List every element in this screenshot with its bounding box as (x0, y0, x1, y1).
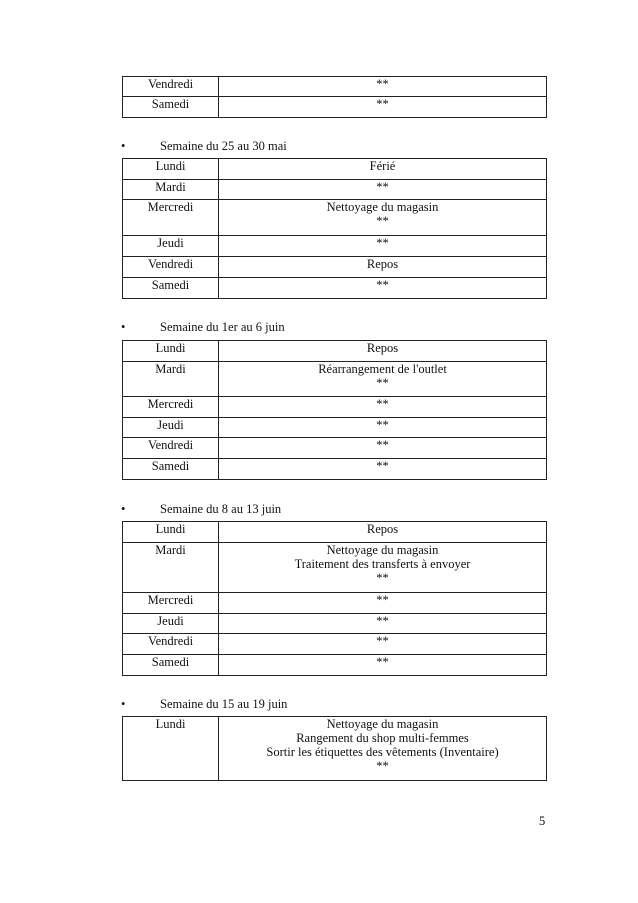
day-cell: Samedi (123, 278, 219, 299)
table-row (123, 257, 547, 278)
table-row (123, 438, 547, 459)
bullet-icon: • (121, 139, 126, 153)
bullet-icon: • (121, 502, 126, 516)
week-title: Semaine du 15 au 19 juin (160, 697, 288, 711)
schedule-table (122, 716, 547, 781)
table-row (123, 77, 547, 97)
day-cell: Samedi (123, 97, 219, 118)
task-cell: Férié (219, 159, 547, 180)
day-cell: Vendredi (123, 634, 219, 655)
task-cell: ** (219, 634, 547, 655)
task-cell: ** (219, 418, 547, 438)
day-cell: Mercredi (123, 593, 219, 614)
table-row (123, 236, 547, 257)
task-cell: ** (219, 180, 547, 200)
table-row (123, 97, 547, 118)
task-cell: Nettoyage du magasin Rangement du shop multi-femmes Sortir les étiquettes des vêtements (Inventaire) ** (219, 717, 547, 781)
task-cell: ** (219, 236, 547, 257)
day-cell: Mardi (123, 180, 219, 200)
table-row (123, 543, 547, 593)
week-title: Semaine du 8 au 13 juin (160, 502, 282, 516)
task-cell: ** (219, 97, 547, 118)
day-cell: Jeudi (123, 614, 219, 634)
table-row (123, 200, 547, 236)
day-cell: Vendredi (123, 438, 219, 459)
day-cell: Jeudi (123, 418, 219, 438)
task-cell: ** (219, 655, 547, 676)
table-row (123, 717, 547, 781)
table-row (123, 593, 547, 614)
bullet-icon: • (121, 697, 126, 711)
day-cell: Vendredi (123, 257, 219, 278)
day-cell: Lundi (123, 341, 219, 362)
schedule-table (122, 521, 547, 676)
schedule-table (122, 158, 547, 299)
task-cell: Repos (219, 341, 547, 362)
day-cell: Mercredi (123, 397, 219, 418)
day-cell: Samedi (123, 459, 219, 480)
page-number: 5 (539, 814, 546, 828)
day-cell: Lundi (123, 717, 219, 781)
task-cell: ** (219, 77, 547, 97)
table-row (123, 159, 547, 180)
week-title: Semaine du 25 au 30 mai (160, 139, 287, 153)
table-row (123, 655, 547, 676)
week-title: Semaine du 1er au 6 juin (160, 320, 285, 334)
table-row (123, 278, 547, 299)
task-cell: Réarrangement de l'outlet ** (219, 362, 547, 397)
day-cell: Lundi (123, 159, 219, 180)
day-cell: Mardi (123, 543, 219, 593)
task-cell: Repos (219, 522, 547, 543)
day-cell: Vendredi (123, 77, 219, 97)
table-row (123, 362, 547, 397)
table-row (123, 341, 547, 362)
day-cell: Mercredi (123, 200, 219, 236)
day-cell: Lundi (123, 522, 219, 543)
task-cell: ** (219, 593, 547, 614)
week-heading (0, 319, 638, 335)
table-row (123, 522, 547, 543)
week-heading (0, 501, 638, 517)
schedule-table (122, 76, 547, 118)
schedule-table (122, 340, 547, 480)
week-heading (0, 696, 638, 712)
task-cell: Nettoyage du magasin ** (219, 200, 547, 236)
task-cell: ** (219, 459, 547, 480)
day-cell: Jeudi (123, 236, 219, 257)
task-cell: ** (219, 397, 547, 418)
day-cell: Samedi (123, 655, 219, 676)
task-cell: ** (219, 438, 547, 459)
table-row (123, 180, 547, 200)
task-cell: Nettoyage du magasin Traitement des transferts à envoyer ** (219, 543, 547, 593)
table-row (123, 418, 547, 438)
bullet-icon: • (121, 320, 126, 334)
task-cell: ** (219, 614, 547, 634)
day-cell: Mardi (123, 362, 219, 397)
week-heading (0, 138, 638, 154)
task-cell: Repos (219, 257, 547, 278)
table-row (123, 459, 547, 480)
table-row (123, 614, 547, 634)
table-row (123, 634, 547, 655)
table-row (123, 397, 547, 418)
task-cell: ** (219, 278, 547, 299)
